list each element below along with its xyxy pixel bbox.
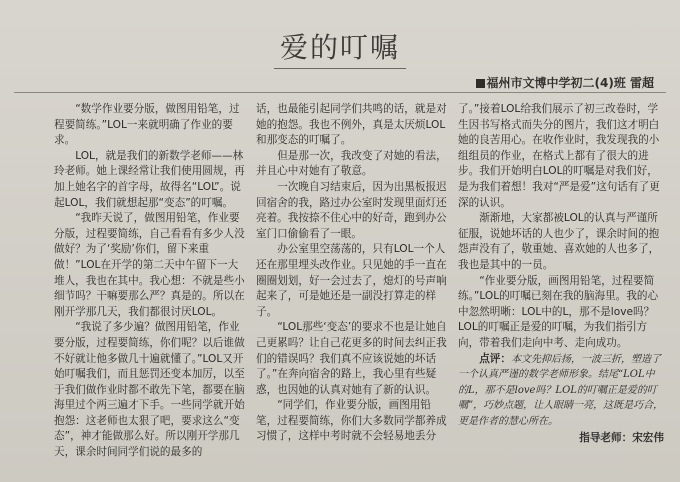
- title-row: [0, 26, 680, 72]
- paragraph: “同学们，作业要分版，画图用铅笔，过程要简练，你们大多数同学都养成习惯了，这样中考时就不会轻易地丢分: [256, 399, 447, 443]
- paragraph: “数学作业要分版，做图用铅笔，过程要简练。”LOL一来就明确了作业的要求。: [54, 103, 240, 147]
- paragraph: “我说了多少遍？做图用铅笔，作业要分版，过程要简练，你们呢？以后谁做不好就让他多做几十遍就懂了。”LOL又开始叮嘱我们，而且惩罚还变本加厉，以至于我们做作业时都不敢先下笔，都要在脑海里过个两三遍才下手。一些同学就开始抱怨：这老师也太狠了吧，要求这么“变态”，神才能做那么好。所以刚开学那几天，课余时间同学们说的最多的: [54, 321, 245, 459]
- article-byline: [476, 74, 655, 91]
- paragraph: 一次晚自习结束后，因为出黑板报迟回宿舍的我，路过办公室时发现里面灯还亮着。我按捺不住心中的好奇，跑到办公室门口偷偷看了一眼。: [256, 180, 447, 240]
- paragraph: “我昨天说了，做图用铅笔，作业要分版，过程要简练，自己看看有多少人没做好？为了‘奖励’你们，留下来重做！”LOL在开学的第二天中午留下一大堆人，我也在其中。我心想：不就是些小细节吗？干嘛要那么严？真是的。所以在刚开学那几天，我们都很讨厌LOL。: [54, 212, 245, 318]
- header-rule: [14, 92, 666, 93]
- paragraph: 渐渐地，大家都被LOL的认真与严谨所征服，说她坏话的人也少了，课余时间的抱怨声没有了，敬重她、喜欢她的人也多了，我也是其中的一员。: [458, 212, 660, 271]
- paragraph: 但是那一次，我改变了对她的看法，并且心中对她有了敬意。: [256, 149, 447, 178]
- paragraph: LOL，就是我们的新数学老师——林玲老师。她上课经常让我们使用圆规，再加上她名字的首字母，故得名“LOL”。说起LOL，我们就想起那“变态”的叮嘱。: [54, 149, 245, 209]
- paragraph: 办公室里空荡荡的，只有LOL一个人还在那里埋头改作业。只见她的手一直在圈圈划划，好一会过去了，熄灯的号声响起来了，可是她还是一副没打算走的样子。: [256, 243, 447, 318]
- comment-label: 点评：: [479, 352, 511, 365]
- comment: [458, 352, 664, 430]
- advising-teacher: 指导老师：宋宏伟: [579, 432, 664, 445]
- byline-text: 福州市文博中学初二(4)班 雷超: [486, 76, 654, 90]
- paragraph: 了。”接着LOL给我们展示了初三改卷时，学生因书写格式而失分的图片，我们这才明白她的良苦用心。在收作业时，我发现我的小组组员的作业，在格式上都有了很大的进步。我们开始明白LOL的叮嘱是对我们好，是为我们着想！我对“严是爱”这句话有了更深的认识。: [458, 103, 660, 209]
- text-column-3: [458, 102, 664, 447]
- paragraph: 话，也最能引起同学们共鸣的话，就是对她的抱怨。我也不例外，真是太厌烦LOL和那变态的叮嘱了。: [256, 103, 447, 147]
- article-title: 爱的叮嘱: [274, 26, 406, 69]
- text-column-1: [54, 102, 246, 461]
- comment-text: 本文先抑后扬，一波三折，塑造了一个认真严谨的数学老师形象。结尾“LOL中的L，那不是love吗？LOL的叮嘱正是爱的叮嘱”，巧妙点题，让人眼睛一亮，这既是巧合，更是作者的慧心所在。: [458, 353, 664, 427]
- paragraph: “作业要分版，画图用铅笔，过程要简练。”LOL的叮嘱已刻在我的脑海里。我的心中忽然明晰：LOL中的L，那不是love吗？LOL的叮嘱正是爱的叮嘱，为我们指引方向，带着我们走向中考、走向成功。: [458, 274, 659, 349]
- square-bullet-icon: [476, 79, 485, 88]
- text-column-2: [256, 102, 448, 445]
- paragraph: “LOL那些‘变态’的要求不也是让她自己更累吗？让自己花更多的时间去纠正我们的错误吗？我们真不应该说她的坏话了。”在奔向宿舍的路上，我心里有些疑惑，也因她的认真对她有了新的认识。: [256, 321, 447, 396]
